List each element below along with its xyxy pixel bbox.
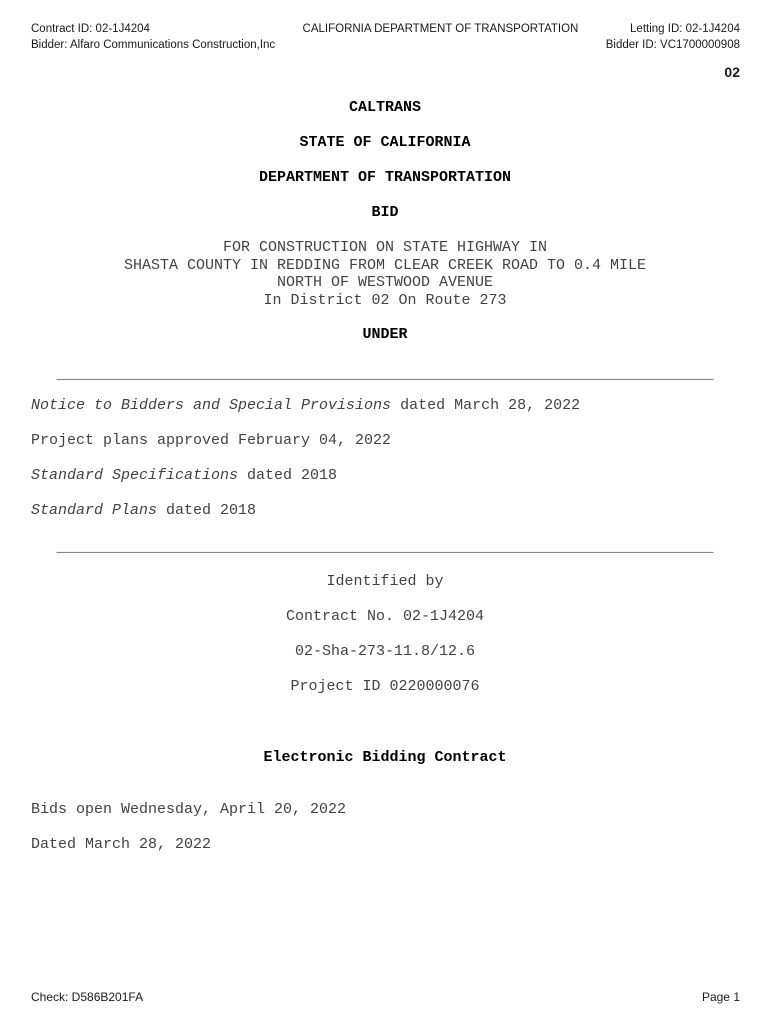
bidder-id: Bidder ID: VC1700000908: [605, 39, 740, 51]
plans-date: dated 2018: [157, 502, 257, 519]
project-id: Project ID 0220000076: [290, 678, 480, 695]
header-left-block: [31, 21, 275, 53]
specs-date: dated 2018: [238, 467, 338, 484]
dated-line: Dated March 28, 2022: [31, 836, 212, 853]
bidder-name: Bidder: Alfaro Communications Construction,Inc: [31, 39, 276, 51]
document-body: [0, 99, 770, 854]
project-plans: Project plans approved February 04, 2022: [31, 432, 392, 449]
description-line: SHASTA COUNTY IN REDDING FROM CLEAR CREEK ROAD TO 0.4 MILE: [123, 256, 647, 274]
contract-type-title: Electronic Bidding Contract: [263, 749, 507, 766]
divider-line-bottom: _________________________________________________________________________: [56, 539, 714, 556]
standard-specifications: [31, 467, 739, 485]
notice-title: Notice to Bidders and Special Provisions: [31, 397, 392, 414]
header-right-block: [606, 21, 740, 53]
district-number: 02: [724, 64, 740, 80]
description-line: FOR CONSTRUCTION ON STATE HIGHWAY IN: [222, 239, 548, 256]
page-label: Page 1: [701, 990, 740, 1004]
contract-no: Contract No. 02-1J4204: [285, 608, 485, 625]
plans-title: Standard Plans: [31, 502, 158, 519]
page-footer: [31, 989, 740, 1005]
route-postmile: 02-Sha-273-11.8/12.6: [294, 643, 476, 660]
org-title: CALTRANS: [348, 99, 421, 116]
check-code: Check: D586B201FA: [31, 990, 144, 1004]
doc-type-title: BID: [371, 204, 399, 221]
agency-title: CALIFORNIA DEPARTMENT OF TRANSPORTATION: [302, 23, 579, 35]
bids-open-date: Bids open Wednesday, April 20, 2022: [31, 801, 347, 818]
standard-plans: [31, 502, 739, 520]
description-line: In District 02 On Route 273: [263, 291, 507, 309]
project-description: [31, 239, 739, 309]
divider-line-top: _________________________________________________________________________: [56, 366, 714, 383]
department-title: DEPARTMENT OF TRANSPORTATION: [258, 169, 512, 186]
page-header: [0, 0, 770, 53]
identified-by-label: Identified by: [326, 573, 444, 590]
under-label: UNDER: [362, 326, 408, 343]
notice-to-bidders: [31, 397, 739, 415]
state-title: STATE OF CALIFORNIA: [299, 134, 471, 151]
description-line: NORTH OF WESTWOOD AVENUE: [276, 274, 494, 291]
specs-title: Standard Specifications: [31, 467, 239, 484]
letting-id: Letting ID: 02-1J4204: [630, 23, 740, 35]
contract-id: Contract ID: 02-1J4204: [31, 23, 150, 35]
notice-date: dated March 28, 2022: [391, 397, 581, 414]
